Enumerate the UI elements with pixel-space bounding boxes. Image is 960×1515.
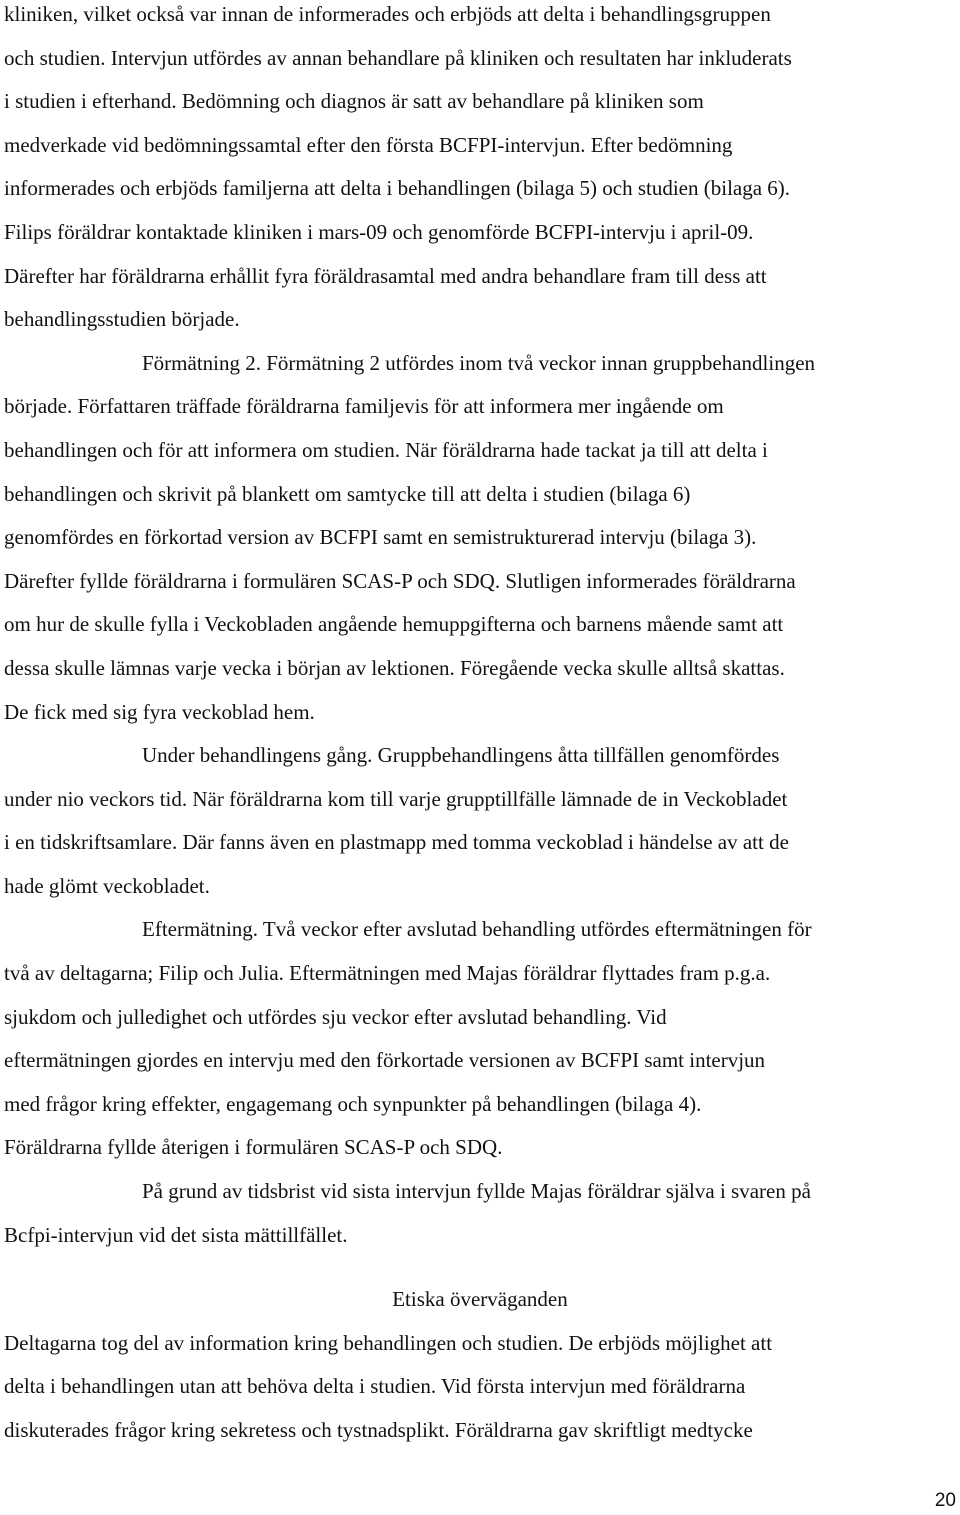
text-line: genomfördes en förkortad version av BCFPI samt en semistrukturerad intervju (bilaga 3).: [4, 525, 757, 550]
text-line: och studien. Intervjun utfördes av annan behandlare på kliniken och resultaten har inkluderats: [4, 45, 792, 70]
text-line: Bcfpi-intervjun vid det sista mättillfället.: [4, 1222, 348, 1247]
text-line: började. Författaren träffade föräldrarna familjevis för att informera mer ingående om: [4, 394, 724, 419]
text-line: eftermätningen gjordes en intervju med den förkortade versionen av BCFPI samt intervjun: [4, 1048, 766, 1073]
text-line: om hur de skulle fylla i Veckobladen angående hemuppgifterna och barnens mående samt att: [4, 612, 784, 637]
paragraph-etiska: [4, 1322, 956, 1453]
text-line: hade glömt veckobladet.: [4, 873, 210, 898]
text-line: i studien i efterhand. Bedömning och diagnos är satt av behandlare på kliniken som: [4, 89, 704, 114]
paragraph-tidsbrist: [4, 1170, 956, 1257]
paragraph-eftermatning: [4, 908, 956, 1170]
text-line: sjukdom och julledighet och utfördes sju veckor efter avslutad behandling. Vid: [4, 1004, 667, 1029]
section-heading: Etiska överväganden: [392, 1287, 568, 1312]
paragraph-intro: [4, 0, 956, 342]
text-line: dessa skulle lämnas varje vecka i början av lektionen. Föregående vecka skulle alltså skattas.: [4, 655, 785, 680]
text-line: Under behandlingens gång. Gruppbehandlingens åtta tillfällen genomfördes: [142, 743, 780, 768]
page-number: 20: [934, 1490, 956, 1511]
text-line: medverkade vid bedömningssamtal efter den första BCFPI-intervjun. Efter bedömning: [4, 132, 733, 157]
text-line: under nio veckors tid. När föräldrarna kom till varje grupptillfälle lämnade de in Veckobladet: [4, 786, 788, 811]
text-line: Eftermätning. Två veckor efter avslutad behandling utfördes eftermätningen för: [142, 917, 812, 942]
text-line: behandlingen och för att informera om studien. När föräldrarna hade tackat ja till att delta i: [4, 437, 768, 462]
text-line: kliniken, vilket också var innan de informerades och erbjöds att delta i behandlingsgruppen: [4, 2, 771, 26]
text-line: behandlingsstudien började.: [4, 307, 240, 332]
text-line: Därefter fyllde föräldrarna i formulären SCAS-P och SDQ. Slutligen informerades föräldrarna: [4, 568, 796, 593]
text-line: De fick med sig fyra veckoblad hem.: [4, 699, 315, 724]
paragraph-under-behandlingen: [4, 734, 956, 908]
document-page: [4, 0, 956, 1453]
text-line: Föräldrarna fyllde återigen i formulären SCAS-P och SDQ.: [4, 1135, 503, 1160]
text-line: På grund av tidsbrist vid sista intervjun fyllde Majas föräldrar själva i svaren på: [142, 1179, 811, 1204]
text-line: i en tidskriftsamlare. Där fanns även en plastmapp med tomma veckoblad i händelse av att de: [4, 830, 789, 855]
paragraph-formatning-2: [4, 342, 956, 734]
text-line: delta i behandlingen utan att behöva delta i studien. Vid första intervjun med föräldrarna: [4, 1374, 746, 1399]
text-line: Förmätning 2. Förmätning 2 utfördes inom två veckor innan gruppbehandlingen: [142, 350, 816, 375]
text-line: Filips föräldrar kontaktade kliniken i mars-09 och genomförde BCFPI-intervju i april-09.: [4, 219, 754, 244]
text-line: Därefter har föräldrarna erhållit fyra föräldrasamtal med andra behandlare fram till dess att: [4, 263, 767, 288]
text-line: med frågor kring effekter, engagemang och synpunkter på behandlingen (bilaga 4).: [4, 1091, 702, 1116]
text-line: två av deltagarna; Filip och Julia. Eftermätningen med Majas föräldrar flyttades fram p.g.a.: [4, 961, 771, 986]
text-line: informerades och erbjöds familjerna att delta i behandlingen (bilaga 5) och studien (bilaga 6).: [4, 176, 791, 201]
text-line: diskuterades frågor kring sekretess och tystnadsplikt. Föräldrarna gav skriftligt medtycke: [4, 1418, 753, 1442]
text-line: behandlingen och skrivit på blankett om samtycke till att delta i studien (bilaga 6): [4, 481, 691, 506]
text-line: Deltagarna tog del av information kring behandlingen och studien. De erbjöds möjlighet att: [4, 1330, 773, 1355]
